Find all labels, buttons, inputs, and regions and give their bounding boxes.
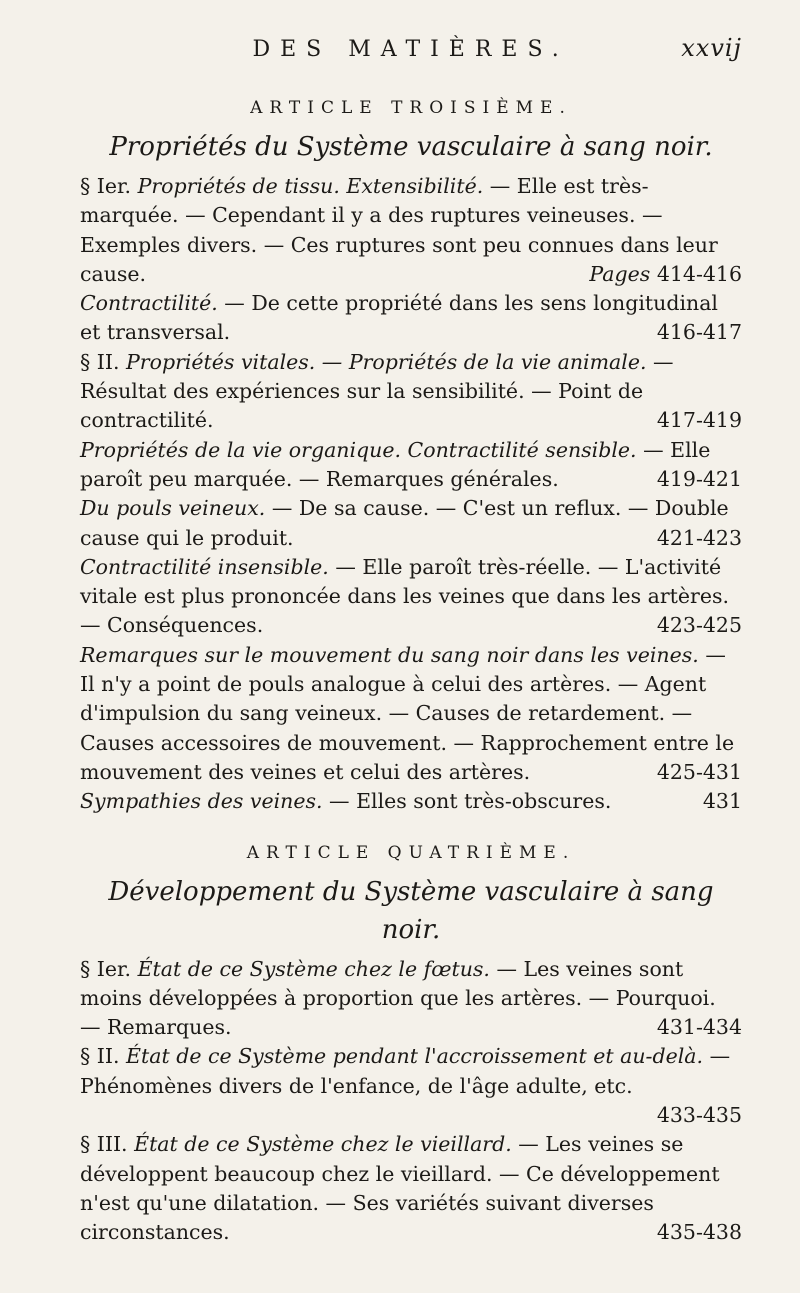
article-three	[80, 98, 742, 817]
entry-heading: État de ce Système chez le vieillard.	[134, 1132, 512, 1157]
entry-text: — De cette propriété dans les sens longitudinal et transversal.	[80, 291, 718, 345]
page-range: 425-431	[656, 759, 742, 784]
section-mark: § III.	[80, 1132, 128, 1157]
page-range: 431	[702, 789, 742, 814]
section-mark: § Ier.	[80, 174, 132, 198]
page-range	[589, 260, 742, 289]
page-range: 435-438	[656, 1220, 742, 1245]
pages-label: Pages	[589, 261, 651, 286]
entry-heading: Remarques sur le mouvement du sang noir dans les veines.	[80, 642, 699, 667]
entry	[80, 1042, 742, 1130]
entry-text: — Les veines sont moins développées à proportion que les artères. — Pourquoi. — Remarques.	[80, 956, 716, 1040]
section-mark: § Ier.	[80, 956, 132, 981]
entry	[80, 1130, 742, 1247]
page-number: xxvij	[681, 34, 742, 62]
page-range: 419-421	[656, 466, 742, 491]
entry-heading: État de ce Système chez le fœtus.	[137, 956, 490, 981]
entry	[80, 436, 742, 495]
entry-text: — Elle est très-marquée. — Cependant il y a des ruptures veineuses. — Exemples divers. — Ces ruptures sont peu connues dans leur cause.	[80, 174, 718, 286]
entry	[80, 289, 742, 348]
entry-text: — Il n'y a point de pouls analogue à celui des artères. — Agent d'impulsion du sang veineux. — Causes de retardement. — Causes accessoires de mouvement. — Rapprochement entre le mouvement des veines et celui des artères.	[80, 642, 735, 784]
entry	[80, 348, 742, 436]
running-head-title: DES MATIÈRES.	[252, 37, 569, 62]
page-numbers: 414-416	[656, 261, 742, 286]
entry-text: — Elle paroît peu marquée. — Remarques générales.	[80, 437, 711, 491]
entry	[80, 494, 742, 553]
entry	[80, 955, 742, 1043]
entry-heading: Propriétés vitales. — Propriétés de la vie animale.	[126, 349, 647, 374]
page-range: 416-417	[656, 320, 742, 345]
article-heading: ARTICLE QUATRIÈME.	[246, 842, 576, 863]
entry-text: — Résultat des expériences sur la sensibilité. — Point de contractilité.	[80, 349, 674, 433]
entry-heading: État de ce Système pendant l'accroissement et au-delà.	[126, 1044, 704, 1069]
entry-heading: Du pouls veineux.	[80, 496, 266, 521]
entry	[80, 553, 742, 641]
running-head	[80, 34, 742, 76]
entry-heading: Contractilité insensible.	[80, 554, 329, 579]
section-title: Propriétés du Système vasculaire à sang noir.	[109, 132, 713, 162]
section-mark: § II.	[80, 1044, 120, 1069]
section-mark: § II.	[80, 349, 120, 374]
entry	[80, 641, 742, 787]
entry-heading: Sympathies des veines.	[80, 789, 323, 814]
entry-heading: Propriétés de la vie organique. Contractilité sensible.	[80, 437, 637, 462]
entry	[80, 172, 742, 289]
page-range: 433-435	[656, 1103, 742, 1128]
entry-text: — Phénomènes divers de l'enfance, de l'âge adulte, etc.	[80, 1044, 731, 1098]
page-range: 431-434	[656, 1015, 742, 1040]
entry-text: — Elles sont très-obscures.	[329, 789, 612, 814]
entry	[80, 787, 742, 816]
entry-text: — Elle paroît très-réelle. — L'activité vitale est plus prononcée dans les veines que dans les artères. — Conséquences.	[80, 554, 729, 638]
entry-heading: Propriétés de tissu. Extensibilité.	[137, 174, 484, 198]
entry-text: — Les veines se développent beaucoup chez le vieillard. — Ce développement n'est qu'une dilatation. — Ses variétés suivant diverses circonstances.	[80, 1132, 720, 1245]
page-range: 421-423	[656, 525, 742, 550]
section-title: Développement du Système vasculaire à sang noir.	[108, 876, 714, 945]
entry-heading: Contractilité.	[80, 291, 218, 316]
article-four	[80, 843, 742, 1248]
entry-text: — De sa cause. — C'est un reflux. — Double cause qui le produit.	[80, 496, 729, 550]
article-heading: ARTICLE TROISIÈME.	[250, 98, 572, 118]
page-range: 423-425	[656, 613, 742, 638]
page-range: 417-419	[656, 408, 742, 433]
